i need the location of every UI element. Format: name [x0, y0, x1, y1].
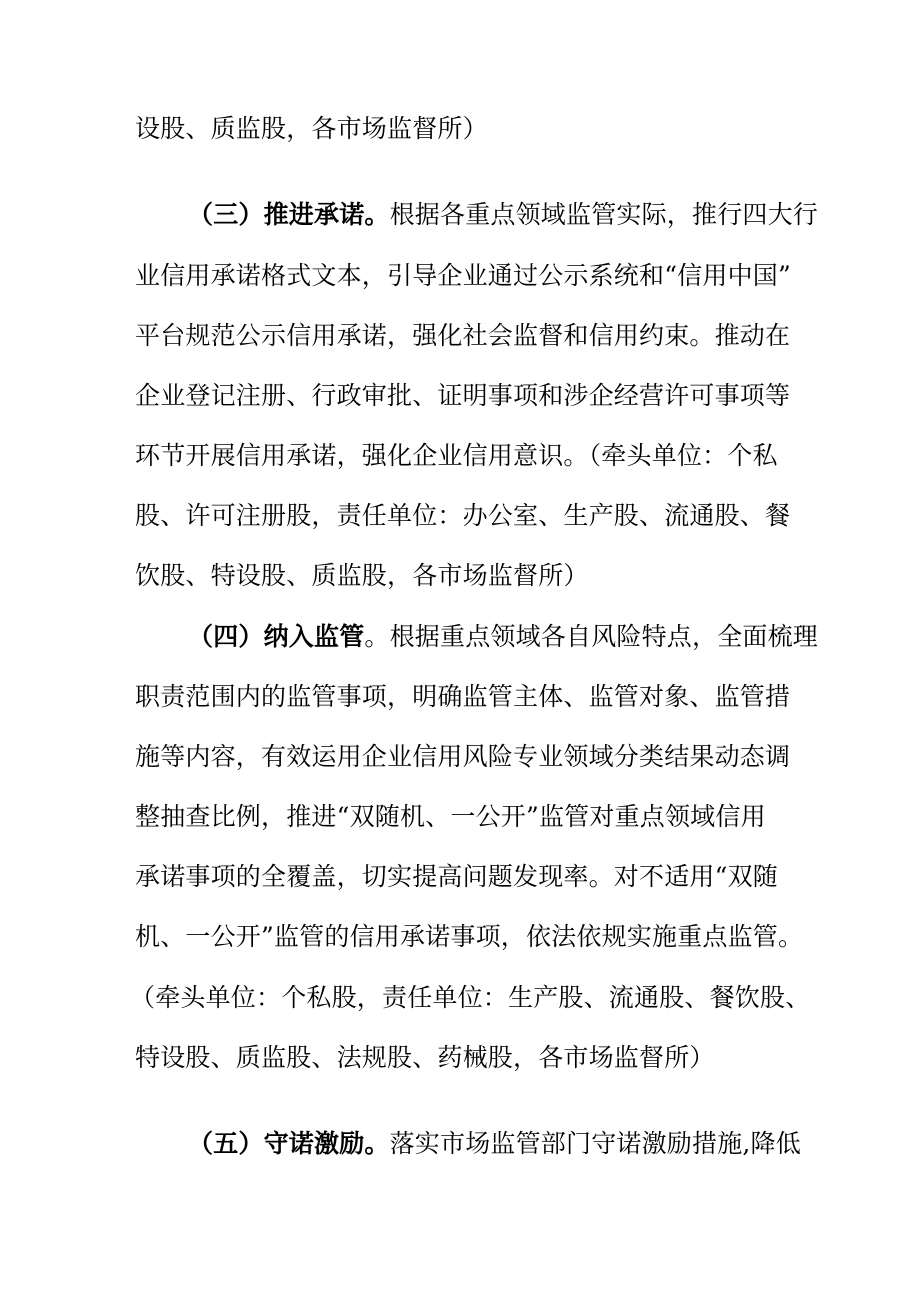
paragraph-tail-line: 设股、质监股，各市场监督所）: [135, 114, 488, 143]
paragraph-four-heading: （四）纳入监管: [188, 622, 365, 651]
paragraph-four-line: 特设股、质监股、法规股、药械股，各市场监督所）: [135, 1043, 715, 1072]
paragraph-three-heading: （三）推进承诺。: [188, 200, 390, 229]
paragraph-five-first-line: （五）守诺激励。落实市场监管部门守诺激励措施,降低: [188, 1129, 801, 1158]
paragraph-five-heading: （五）守诺激励。: [188, 1129, 390, 1158]
paragraph-four-first-line: （四）纳入监管。根据重点领域各自风险特点，全面梳理: [188, 622, 819, 651]
paragraph-three-line: 平台规范公示信用承诺，强化社会监督和信用约束。推动在: [135, 321, 791, 350]
paragraph-three-first-line: （三）推进承诺。根据各重点领域监管实际，推行四大行: [188, 200, 819, 229]
paragraph-four-line: 机、一公开”监管的信用承诺事项，依法依规实施重点监管。: [135, 922, 804, 951]
paragraph-three-line: 企业登记注册、行政审批、证明事项和涉企经营许可事项等: [135, 381, 791, 410]
paragraph-four-line: 整抽查比例，推进“双随机、一公开”监管对重点领域信用: [135, 802, 766, 831]
paragraph-four-line: 职责范围内的监管事项，明确监管主体、监管对象、监管措: [135, 682, 791, 711]
paragraph-four-line: 承诺事项的全覆盖，切实提高问题发现率。对不适用“双随: [135, 862, 778, 891]
paragraph-three-line: 环节开展信用承诺，强化企业信用意识。（牵头单位：个私: [135, 441, 778, 470]
paragraph-three-line: 股、许可注册股，责任单位：办公室、生产股、流通股、餐: [135, 501, 791, 530]
paragraph-three-line: 业信用承诺格式文本，引导企业通过公示系统和“信用中国”: [135, 261, 791, 290]
paragraph-three-line: 饮股、特设股、质监股，各市场监督所）: [135, 561, 589, 590]
paragraph-four-line: （牵头单位：个私股，责任单位：生产股、流通股、餐饮股、: [130, 983, 811, 1012]
paragraph-four-line: 施等内容，有效运用企业信用风险专业领域分类结果动态调: [135, 742, 791, 771]
